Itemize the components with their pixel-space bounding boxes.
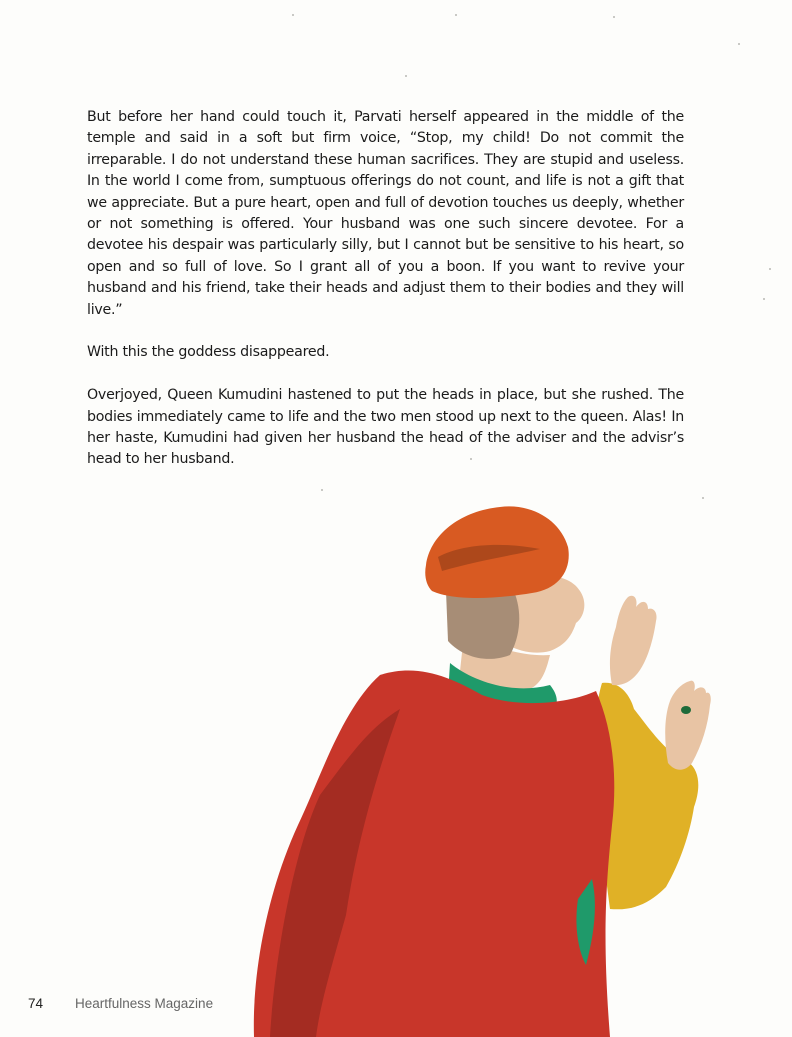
paper-speck (405, 75, 407, 77)
paper-speck (738, 43, 740, 45)
page-number: 74 (28, 996, 44, 1011)
paper-speck (613, 16, 615, 18)
right-hand-shape (665, 681, 711, 770)
publication-title: Heartfulness Magazine (75, 996, 214, 1011)
paper-speck (292, 14, 294, 16)
turbaned-man-painting-icon (250, 495, 730, 1037)
raised-hand-shape (610, 596, 657, 685)
story-paragraph: Overjoyed, Queen Kumudini hastened to put the heads in place, but she rushed. The bodies immediately came to life and the two men stood up next to the queen. Alas! In her haste, Kumudini had given her husband the head of the adviser and the advisr’s head to her husband. (87, 387, 684, 468)
story-text (87, 107, 684, 492)
paper-speck (769, 268, 771, 270)
story-paragraph: With this the goddess disappeared. (87, 344, 330, 361)
paper-speck (455, 14, 457, 16)
story-paragraph: But before her hand could touch it, Parvati herself appeared in the middle of the temple and said in a soft but firm voice, “Stop, my child! Do not commit the irreparable. I do not understand these human sacrifices. They are stupid and useless. In the world I come from, sumptuous offerings do not count, and life is not a gift that we appreciate. But a pure heart, open and full of devotion touches us deeply, whether or not something is offered. Your husband was one such sincere devotee. For a devotee his despair was particularly silly, but I cannot but be sensitive to his heart, so open and so full of love. So I grant all of you a boon. If you want to revive your husband and his friend, take their heads and adjust them to their bodies and they will live.” (87, 109, 684, 318)
ring-shape (681, 706, 691, 714)
paper-speck (763, 298, 765, 300)
